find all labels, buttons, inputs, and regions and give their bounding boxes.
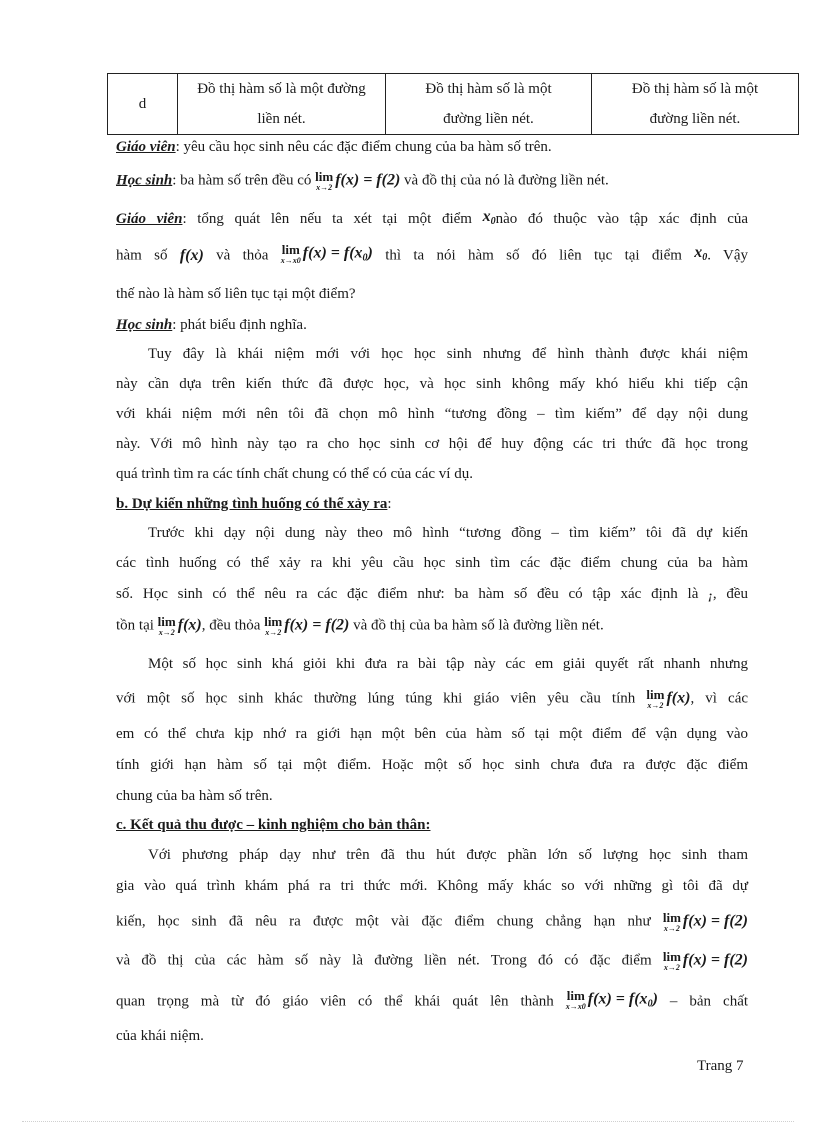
paragraph-line [116, 876, 748, 896]
paragraph-line [116, 654, 748, 674]
text: : ba hàm số trên đều có [172, 172, 312, 189]
text: em có thể chưa kịp nhớ ra giới hạn một bên của hàm số tại một điểm để vận dụng vào [116, 726, 748, 742]
text: , đều [712, 586, 748, 602]
paragraph-line [116, 553, 748, 573]
limit-expression: lim x→2 f(x) = f(2) [315, 169, 401, 192]
text: : tổng quát lên nếu ta xét tại một điểm [182, 210, 472, 227]
text: gia vào quá trình khám phá ra tri thức mới. Không mấy khác so với những gì tôi đã dự [116, 878, 748, 894]
page-number: Trang 7 [697, 1058, 744, 1074]
paragraph-line [116, 374, 748, 394]
cell-text: Đồ thị hàm số là một [425, 81, 552, 97]
text: tính giới hạn hàm số tại một điểm. Hoặc một số học sinh chưa đưa ra được đặc điểm [116, 757, 748, 773]
paragraph-line [116, 724, 748, 744]
text: và thỏa [216, 247, 269, 264]
text: Trước khi dạy nội dung này theo mô hình “tương đồng – tìm kiếm” tôi đã dự kiến [148, 525, 748, 541]
paragraph-line [116, 523, 748, 543]
text: và đồ thị của ba hàm số là đường liền nét. [353, 617, 604, 634]
text: với khái niệm mới nên tôi đã chọn mô hình “tương đồng – tìm kiếm” để dạy nội dung [116, 406, 748, 422]
teacher-line [116, 137, 748, 157]
teacher-line [116, 207, 748, 232]
paragraph-line [116, 845, 748, 865]
table-cell [178, 74, 386, 135]
student-line [116, 170, 748, 192]
paragraph-line [116, 434, 748, 454]
text-line [116, 243, 748, 269]
text: này. Với mô hình này tạo ra cho học sinh cơ hội để huy động các tri thức đã học trong [116, 436, 748, 452]
paragraph-line [116, 344, 748, 364]
text-line [116, 284, 748, 304]
text: , vì các [690, 690, 749, 707]
section-heading-c [116, 815, 748, 835]
fx-expression: f(x) [179, 246, 204, 264]
text: – bản chất [669, 993, 749, 1010]
text: Tuy đây là khái niệm mới với học học sinh nhưng để hình thành được khái niệm [148, 346, 748, 362]
cell-text: Đồ thị hàm số là một đường [197, 81, 366, 97]
student-label: Học sinh [116, 172, 173, 189]
limit-expression: lim x→x0 $f(x) = f(x_0)$ [565, 988, 658, 1011]
paragraph-line [116, 464, 748, 484]
text: số. Học sinh có thể nêu ra các đặc điểm như: ba hàm số đều có tập xác định là [116, 586, 699, 602]
text: quá trình tìm ra các tính chất chung có thể có của các ví dụ. [116, 466, 473, 482]
heading-colon: : [387, 496, 392, 512]
row-label: d [138, 96, 147, 112]
heading-text: c. Kết quả thu được – kinh nghiệm cho bản thân: [116, 817, 431, 833]
text: và đồ thị của các hàm số này là đường liền nét. Trong đó có đặc điểm [116, 952, 652, 969]
paragraph-line [116, 404, 748, 424]
cell-text: đường liền nét. [443, 111, 534, 127]
text: thế nào là hàm số liên tục tại một điểm? [116, 286, 356, 302]
text: chung của ba hàm số trên. [116, 788, 273, 804]
section-heading-b [116, 494, 748, 514]
cell-text: liền nét. [257, 111, 306, 127]
text: Một số học sinh khá giỏi khi đưa ra bài tập này các em giải quyết rất nhanh nhưng [148, 656, 748, 672]
limit-expression: lim x→2 f(x) = f(2) [264, 614, 350, 637]
text: . Vậy [707, 247, 749, 264]
text: , đều thỏa [201, 617, 261, 634]
table-cell [592, 74, 799, 135]
heading-text: b. Dự kiến những tình huống có thể xảy ra [116, 496, 388, 512]
row-label-cell [108, 74, 178, 135]
paragraph-line [116, 911, 748, 933]
text: hàm số [116, 247, 168, 264]
text: này cần dựa trên kiến thức đã được học, và học sinh không mấy khó hiểu khi tiếp cận [116, 376, 748, 392]
text: với một số học sinh khác thường lúng túng khi giáo viên yêu cầu tính [116, 690, 636, 707]
paragraph-line [116, 1026, 748, 1046]
paragraph-line [116, 688, 748, 710]
text: quan trọng mà từ đó giáo viên có thể khái quát lên thành [116, 993, 554, 1010]
x0-symbol: $x_0$ [694, 244, 708, 264]
student-line [116, 315, 748, 335]
comparison-table [107, 73, 799, 135]
table-row [108, 74, 799, 135]
footer-divider [22, 1121, 794, 1122]
reals-symbol: ¡ [708, 587, 713, 602]
paragraph-line [116, 786, 748, 806]
paragraph-line [116, 615, 748, 637]
student-label: Học sinh [116, 317, 173, 333]
text: và đồ thị của nó là đường liền nét. [404, 172, 609, 189]
table-cell [386, 74, 592, 135]
x0-symbol: $x_0$ [482, 208, 496, 227]
text: : yêu cầu học sinh nêu các đặc điểm chung của ba hàm số trên. [175, 139, 552, 155]
text: các tình huống có thể xảy ra khi yêu cầu học sinh tìm các đặc điểm chung của ba hàm [116, 555, 748, 571]
limit-expression: lim x→2 f(x) [157, 614, 202, 637]
cell-text: đường liền nét. [649, 111, 741, 127]
text: : phát biểu định nghĩa. [172, 317, 307, 333]
limit-expression: lim x→2 f(x) = f(2) [662, 949, 748, 972]
teacher-label: Giáo viên [116, 139, 176, 155]
limit-expression: lim x→2 f(x) = f(2) [662, 910, 749, 933]
limit-expression: lim x→x0 $f(x) = f(x_0)$ [280, 242, 373, 265]
text: thì ta nói hàm số đó liên tục tại điểm [385, 247, 682, 264]
text: tồn tại [116, 617, 154, 634]
limit-expression: lim x→2 f(x) [646, 687, 691, 710]
text: của khái niệm. [116, 1028, 204, 1044]
text: Với phương pháp dạy như trên đã thu hút được phần lớn số lượng học sinh tham [148, 847, 748, 863]
text: kiến, học sinh đã nêu ra được một vài đặc điểm chung chẳng hạn như [116, 913, 651, 930]
paragraph-line [116, 755, 748, 775]
paragraph-line [116, 584, 748, 605]
cell-text: Đồ thị hàm số là một [631, 81, 759, 97]
paragraph-line [116, 950, 748, 972]
paragraph-line [116, 989, 748, 1015]
teacher-label: Giáo viên [116, 210, 183, 227]
text: nào đó thuộc vào tập xác định của [495, 210, 749, 227]
